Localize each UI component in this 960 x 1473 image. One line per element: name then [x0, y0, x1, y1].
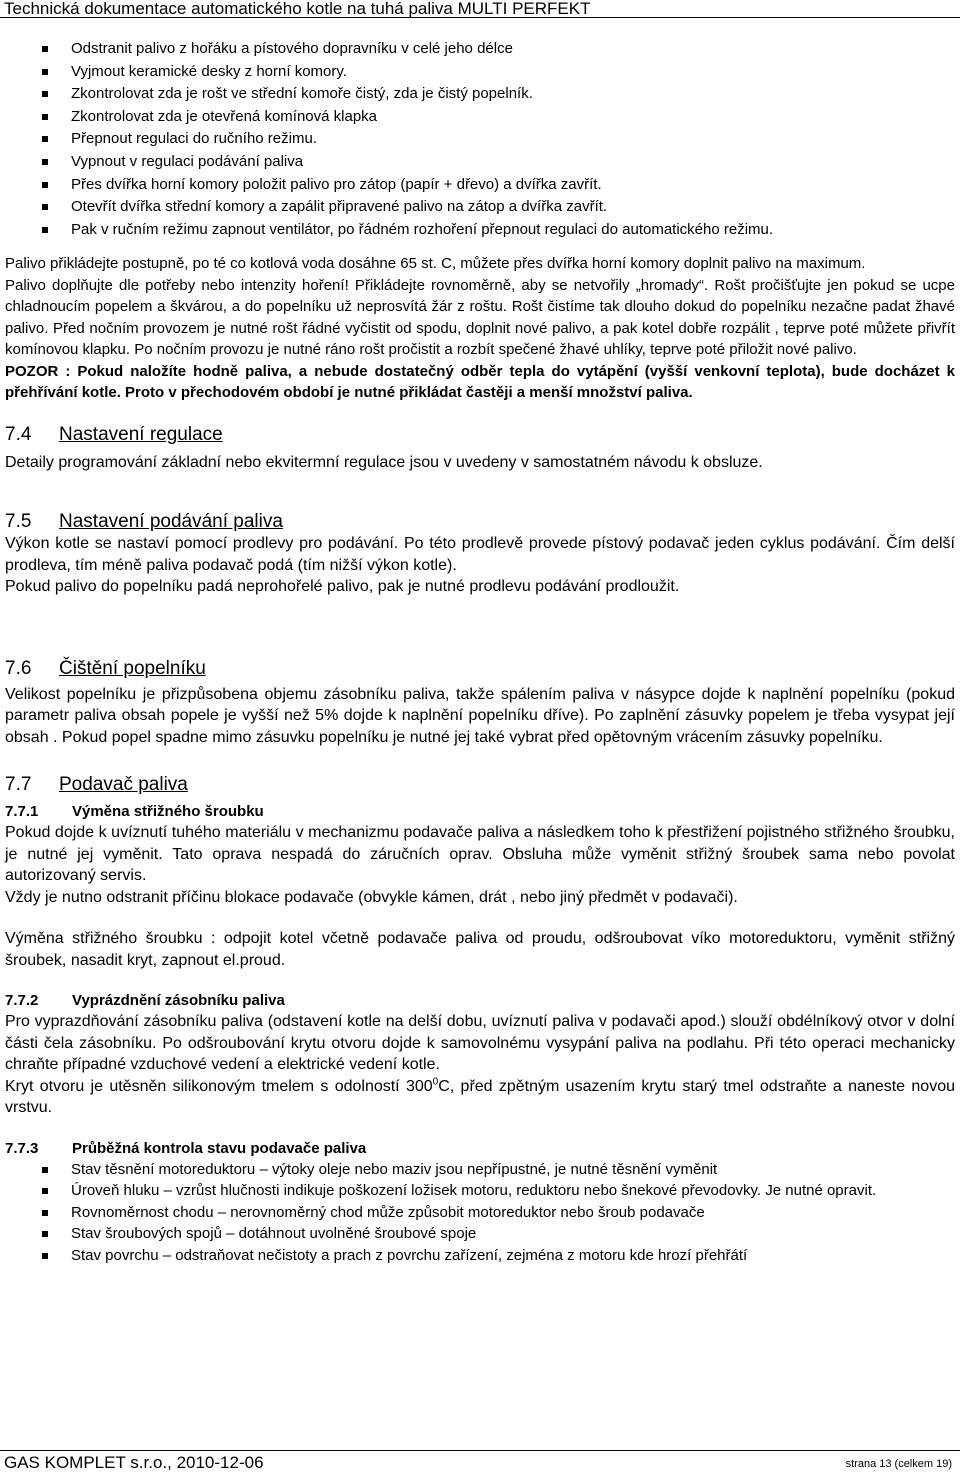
section-title: Nastavení regulace [59, 423, 223, 445]
footer-company-date: GAS KOMPLET s.r.o., 2010-12-06 [4, 1453, 264, 1472]
paragraph-fuel-loading: Palivo přikládejte postupně, po té co kotlová voda dosáhne 65 st. C, můžete přes dvířka horní komory doplnit palivo na maximum. [5, 255, 866, 273]
subsection-title: Výměna střižného šroubku [72, 803, 264, 821]
subsection-number: 7.7.3 [5, 1139, 39, 1157]
section-title: Čištění popelníku [59, 657, 206, 679]
paragraph-ash-cleaning: Velikost popelníku je přizpůsobena objemu zásobníku paliva, takže spálením paliva v násypce dojde k naplnění popelníku (pokud parametr paliva obsah popele je vyšší než 5% dojde k naplnění popelníku dříve). Po zaplnění zásuvky popelem je třeba vysypat její obsah . Pokud popel spadne mimo zásuvku popelníku je nutné jej také vybrat před opětovným vrácením zásuvky popelníku. [5, 685, 955, 746]
section-title: Nastavení podávání paliva [59, 511, 283, 533]
list-item: Pak v ručním režimu zapnout ventilátor, po řádném rozhoření přepnout regulaci do automatického režimu. [5, 219, 955, 242]
list-item: Zkontrolovat zda je otevřená komínová klapka [5, 106, 955, 129]
subsection-title: Průběžná kontrola stavu podavače paliva [72, 1139, 367, 1157]
subsection-number: 7.7.2 [5, 992, 39, 1010]
subsection-heading-7-7-1 [5, 802, 955, 822]
page-content [0, 38, 960, 1266]
subsection-heading-7-7-3 [5, 1139, 955, 1159]
list-item: Přepnout regulaci do ručního režimu. [5, 128, 955, 151]
section-heading-7-4 [5, 424, 955, 446]
list-item: Stav šroubových spojů – dotáhnout uvolněné šroubové spoje [5, 1223, 955, 1245]
paragraph-hopper-emptying: Pro vyprazdňování zásobníku paliva (odstavení kotle na delší dobu, uvíznutí paliva v podavači apod.) slouží obdélníkový otvor v dolní části čela zásobníku. Po odšroubování krytu otvoru dojde k samovolnému vysypání paliva na podlahu. Při této operaci mechanicky chraňte případné vzduchové vedení a elektrické vedení kotle. [5, 1013, 955, 1074]
list-item: Stav těsnění motoreduktoru – výtoky oleje nebo maziv jsou nepřípustné, je nutné těsnění vyměnit [5, 1159, 955, 1181]
section-number: 7.5 [5, 511, 32, 533]
section-heading-7-5 [5, 511, 955, 533]
list-item: Úroveň hluku – vzrůst hlučnosti indikuje poškození ložisek motoru, reduktoru nebo šnekové převodovky. Je nutné opravit. [5, 1180, 955, 1202]
paragraph-cover-sealing: Kryt otvoru je utěsněn silikonovým tmelem s odolností $300^0C$, před zpětným usazením krytu starý tmel odstraňte a naneste novou vrstvu. [5, 1076, 956, 1117]
paragraph-regulation: Detaily programování základní nebo ekvitermní regulace jsou v uvedeny v samostatném návodu k obsluze. [5, 453, 763, 471]
subsection-title: Vyprázdnění zásobníku paliva [72, 992, 285, 1010]
section-number: 7.6 [5, 657, 32, 679]
feeder-check-list [5, 1159, 955, 1267]
list-item: Vyjmout keramické desky z horní komory. [5, 61, 955, 84]
section-heading-7-7 [5, 774, 955, 796]
list-item: Přes dvířka horní komory položit palivo pro zátop (papír + dřevo) a dvířka zavřít. [5, 174, 955, 197]
paragraph-feed-setting: Výkon kotle se nastaví pomocí prodlevy pro podávání. Po této prodlevě provede pístový podavač jeden cyklus podávání. Čím delší prodleva, tím méně paliva podavač podá (tím nižší výkon kotle). [5, 535, 955, 574]
page-footer [0, 1450, 960, 1473]
list-item: Vypnout v regulaci podávání paliva [5, 151, 955, 174]
section-number: 7.4 [5, 423, 32, 445]
paragraph-feed-delay: Pokud palivo do popelníku padá neprohořelé palivo, pak je nutné prodlevu podávání prodloužit. [5, 578, 680, 596]
list-item: Otevřít dvířka střední komory a zapálit připravené palivo na zátop a dvířka zavřít. [5, 196, 955, 219]
list-item: Stav povrchu – odstraňovat nečistoty a prach z povrchu zařízení, zejména z motoru kde hrozí přehřátí [5, 1245, 955, 1267]
page-header [0, 0, 960, 18]
paragraph-bolt-replacement: Výměna střižného šroubku : odpojit kotel včetně podavače paliva od proudu, odšroubovat víko motoreduktoru, vyměnit střižný šroubek, nasadit kryt, zapnout el.proud. [5, 930, 955, 969]
paragraph-blockage-cause: Vždy je nutno odstranit příčinu blokace podavače (obvykle kámen, drát , nebo jiný předmět v podavači). [5, 888, 738, 906]
list-item: Rovnoměrnost chodu – nerovnoměrný chod může způsobit motoreduktor nebo šroub podavače [5, 1202, 955, 1224]
paragraph-fuel-refill: Palivo doplňujte dle potřeby nebo intenzity hoření! Přikládejte rovnoměrně, aby se netvořily „hromady“. Rošt pročišťujte jen pokud se ucpe chladnoucím popelem a škvárou, a do popelníku už neprosvítá žár z roštu. Rošt čistíme tak dlouho dokud do popelníku nezačne padat žhavé palivo. Před nočním provozem je nutné rošt řádné vyčistit od spodu, doplnit nové palivo, a pak kotel dobře rozpálit , teprve poté můžete přivřít komínovou klapku. Po nočním provozu je nutné ráno rošt pročistit a rozbít spečené žhavé uhlíky, teprve poté přiložit nové palivo. [5, 276, 955, 359]
subsection-number: 7.7.1 [5, 803, 39, 821]
section-number: 7.7 [5, 774, 32, 796]
section-title: Podavač paliva [59, 774, 188, 796]
section-heading-7-6 [5, 658, 955, 680]
subsection-heading-7-7-2 [5, 991, 955, 1011]
footer-page-number: strana 13 (celkem 19) [845, 1458, 952, 1470]
list-item: Odstranit palivo z hořáku a pístového dopravníku v celé jeho délce [5, 38, 955, 61]
list-item: Zkontrolovat zda je rošt ve střední komoře čistý, zda je čistý popelník. [5, 83, 955, 106]
superscript: 0 [432, 1076, 439, 1088]
document-title: Technická dokumentace automatického kotle na tuhá paliva MULTI PERFEKT [4, 0, 591, 18]
warning-paragraph: POZOR : Pokud naložíte hodně paliva, a nebude dostatečný odběr tepla do vytápění (vyšší venkovní teplota), bude docházet k přehřívání kotle. Proto v přechodovém období je nutné přikládat častěji a menší množství paliva. [5, 362, 955, 402]
startup-steps-list [5, 38, 955, 241]
paragraph-shear-bolt: Pokud dojde k uvíznutí tuhého materiálu v mechanizmu podavače paliva a následkem toho k přestřižení pojistného střižného šroubku, je nutné jej vyměnit. Tato oprava nespadá do záručních oprav. Obsluha může vyměnit střižný šroubek sama nebo povolat autorizovaný servis. [5, 824, 955, 885]
